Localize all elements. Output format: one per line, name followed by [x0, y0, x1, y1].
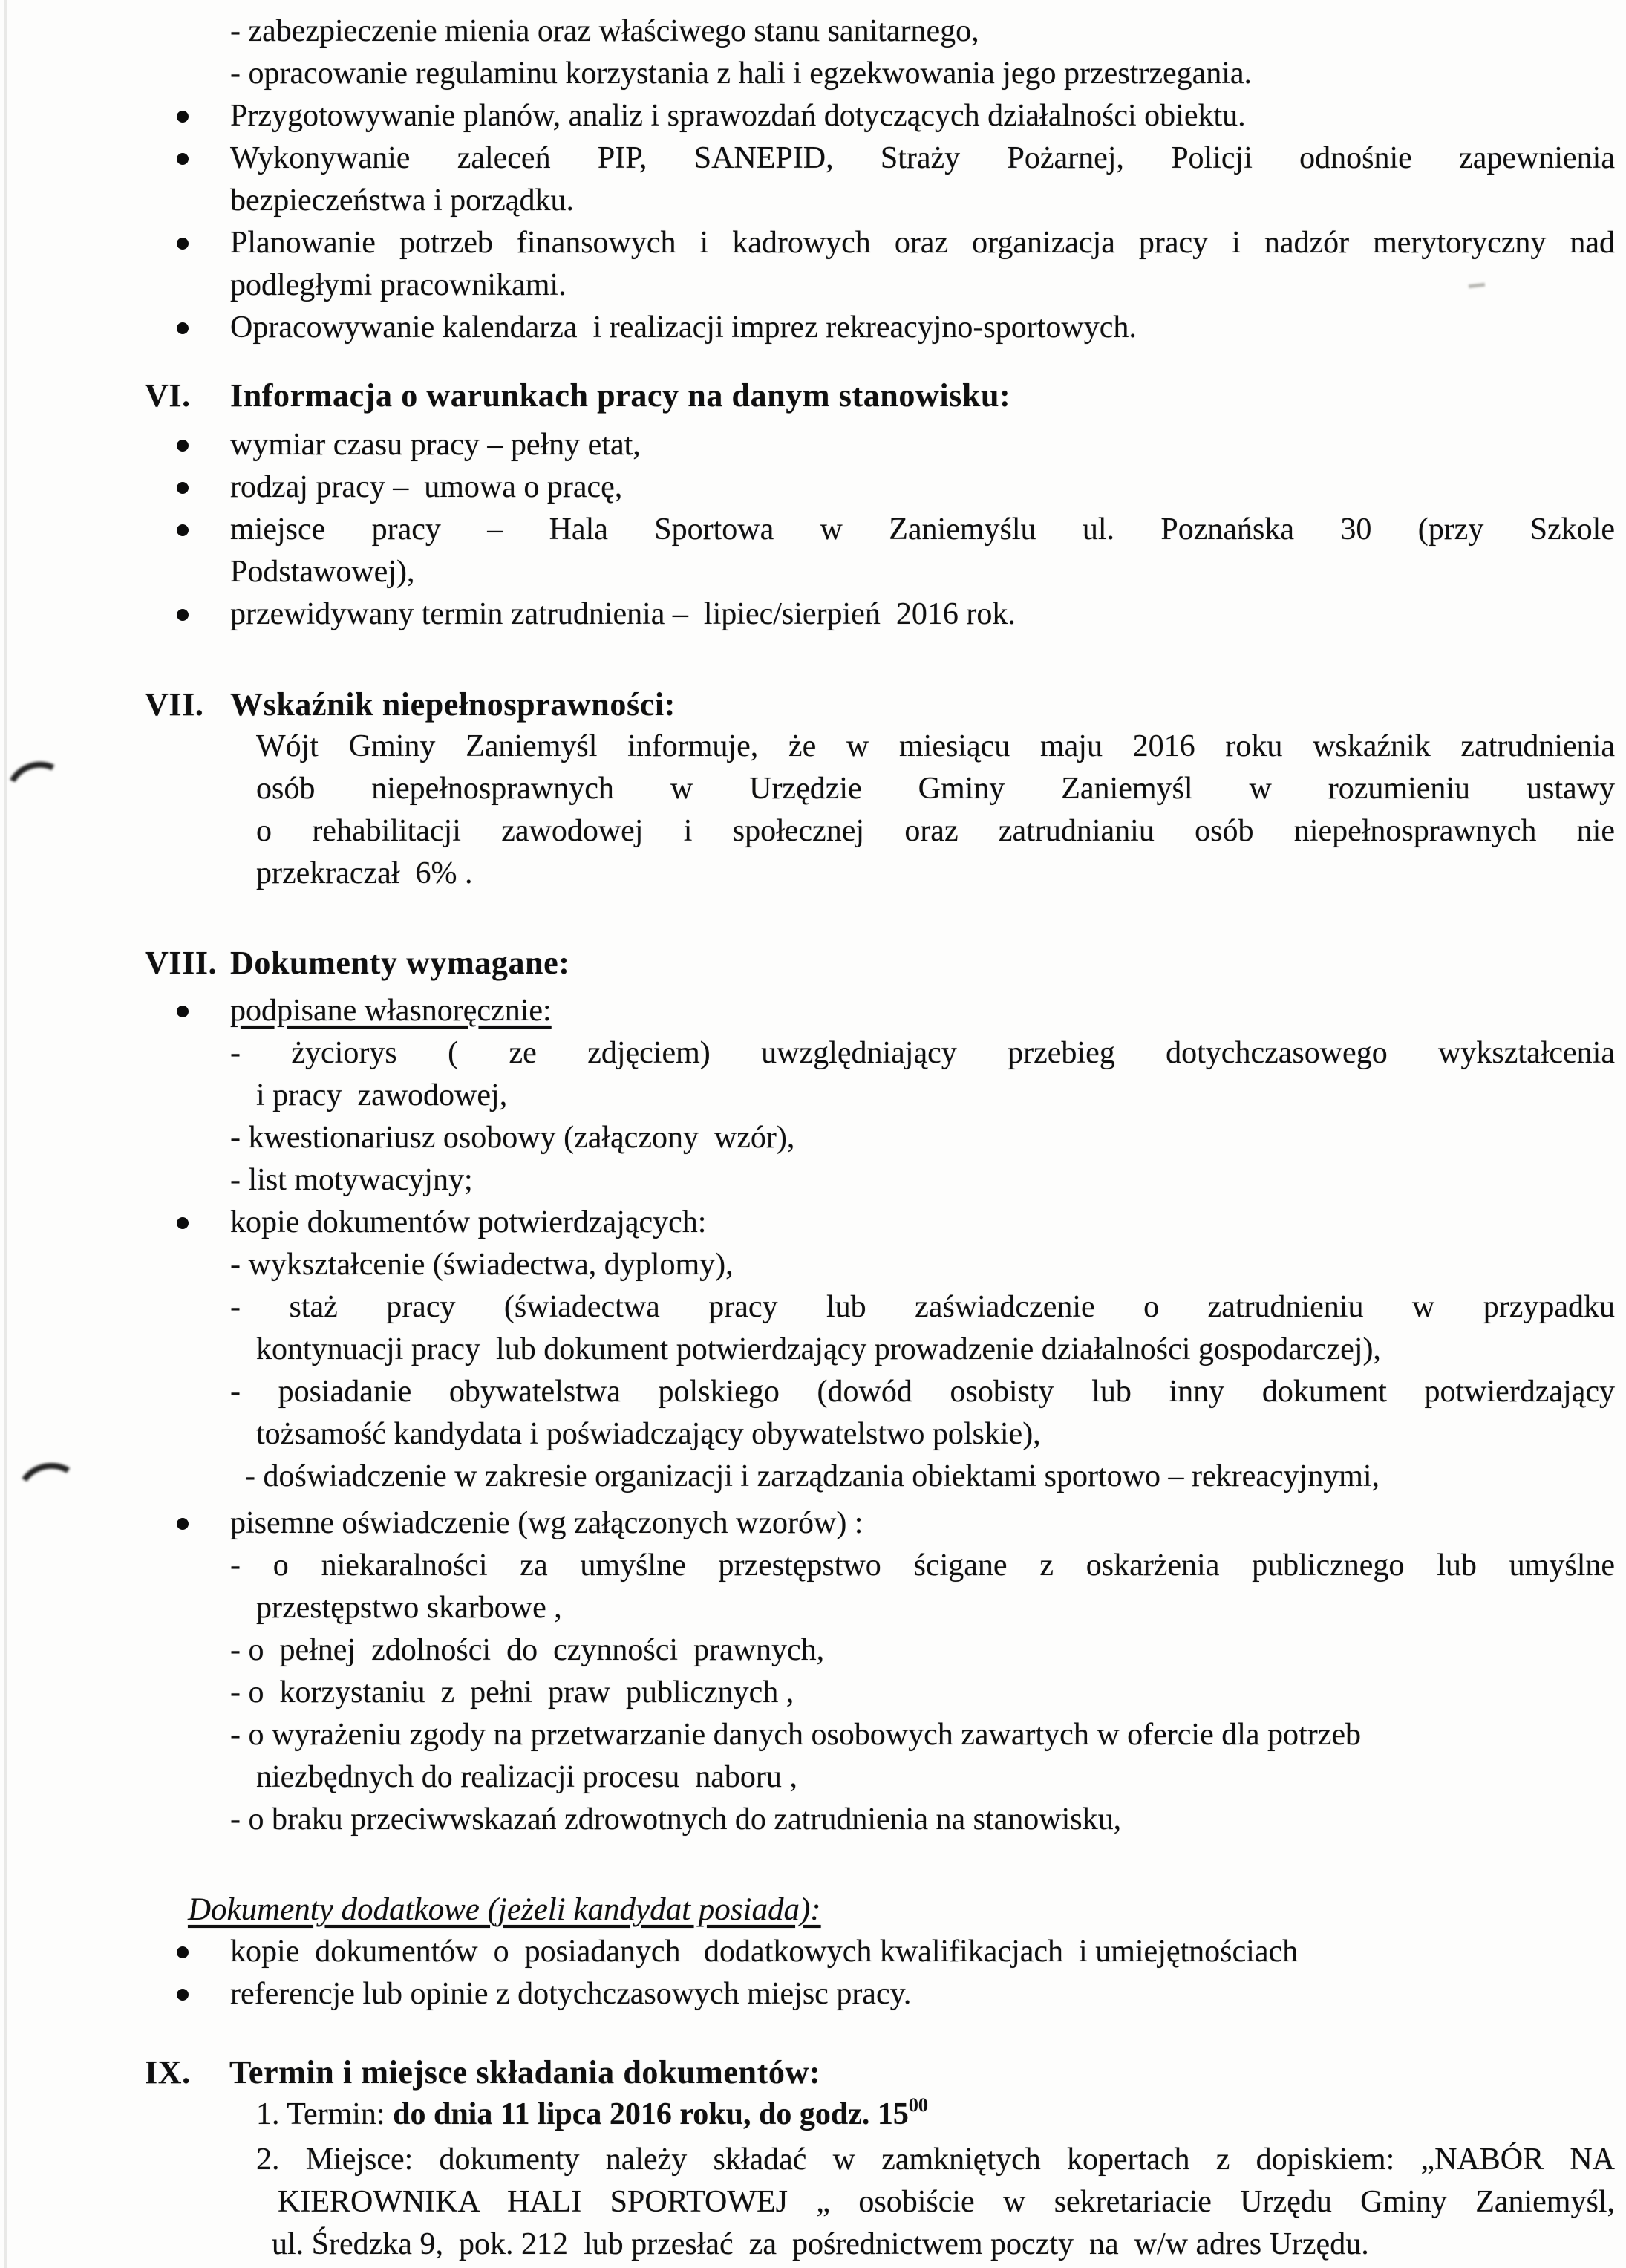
bullet-item — [230, 222, 1615, 307]
numbered-item-place-continuation: KIEROWNIKA HALI SPORTOWEJ „ osobiście w sekretariacie Urzędu Gminy Zaniemyśl, — [278, 2185, 1615, 2219]
bullet-item — [230, 1931, 1615, 1973]
section-title: Informacja o warunkach pracy na danym stanowisku: — [230, 377, 1011, 414]
underlined-label: Dokumenty dodatkowe (jeżeli kandydat posiada): — [188, 1892, 821, 1927]
bullet-item — [230, 466, 1615, 509]
additional-docs-heading — [188, 1889, 1615, 1931]
text-line: Podstawowej), — [230, 555, 415, 589]
bullet-item — [230, 95, 1615, 137]
section-numeral: VIII. — [145, 945, 218, 981]
numbered-item-place-continuation: ul. Średzka 9, pok. 212 lub przesłać za pośrednictwem poczty na w/w adres Urzędu. — [272, 2227, 1369, 2261]
dash-item-continuation: i pracy zawodowej, — [256, 1078, 508, 1112]
bullet-dot-icon — [177, 322, 189, 334]
dash-item: - kwestionariusz osobowy (załączony wzór), — [230, 1121, 795, 1155]
text-line: przewidywany termin zatrudnienia – lipiec/sierpień 2016 rok. — [230, 597, 1016, 631]
text-line: podległymi pracownikami. — [230, 268, 567, 302]
paragraph-line: Wójt Gminy Zaniemyśl informuje, że w miesiącu maju 2016 roku wskaźnik zatrudnienia — [256, 729, 1615, 763]
dash-item: - posiadanie obywatelstwa polskiego (dowód osobisty lub inny dokument potwierdzający — [230, 1375, 1615, 1409]
dash-item: - o korzystaniu z pełni praw publicznych , — [230, 1675, 794, 1710]
section-numeral: VI. — [145, 377, 191, 414]
scan-artifact-arc-bottom — [10, 1456, 91, 1533]
bullet-dot-icon — [177, 238, 189, 250]
deadline-hour-superscript: 00 — [908, 2094, 928, 2116]
dash-item: - życiorys ( ze zdjęciem) uwzględniający przebieg dotychczasowego wykształcenia — [230, 1036, 1615, 1070]
paragraph — [0, 726, 1615, 895]
text-line: kopie dokumentów o posiadanych dodatkowych kwalifikacjach i umiejętnościach — [230, 1935, 1299, 1969]
dash-item-continuation: tożsamość kandydata i poświadczający obywatelstwo polskie), — [256, 1417, 1041, 1451]
section-viii-heading — [145, 942, 1615, 984]
bullet-item — [230, 509, 1615, 593]
text-line: Planowanie potrzeb finansowych i kadrowych oraz organizacja pracy i nadzór merytoryczny nad — [230, 226, 1615, 260]
dash-item: - o braku przeciwwskazań zdrowotnych do zatrudnienia na stanowisku, — [230, 1802, 1122, 1837]
bullet-dot-icon — [177, 440, 189, 452]
text-line: Wykonywanie zaleceń PIP, SANEPID, Straży Pożarnej, Policji odnośnie zapewnienia — [230, 141, 1615, 175]
bullet-item — [230, 1973, 1615, 2016]
bullet-dot-icon — [177, 1518, 189, 1530]
text-line: miejsce pracy – Hala Sportowa w Zaniemyślu ul. Poznańska 30 (przy Szkole — [230, 512, 1615, 547]
dash-item: - o wyrażeniu zgody na przetwarzanie danych osobowych zawartych w ofercie dla potrzeb — [230, 1718, 1361, 1752]
section-numeral: IX. — [145, 2054, 191, 2091]
bullet-dot-icon — [177, 609, 189, 621]
bullet-dot-icon — [177, 1946, 189, 1958]
bullet-dot-icon — [177, 482, 189, 494]
paragraph-line: przekraczał 6% . — [256, 856, 473, 890]
bullet-item — [230, 137, 1615, 222]
bullet-item — [230, 990, 1615, 1032]
bullet-dot-icon — [177, 524, 189, 536]
numbered-item-place: 2. Miejsce: dokumenty należy składać w zamkniętych kopertach z dopiskiem: „NABÓR NA — [256, 2142, 1615, 2177]
dash-item: - o pełnej zdolności do czynności prawnych, — [230, 1633, 825, 1667]
dash-item: - doświadczenie w zakresie organizacji i zarządzania obiektami sportowo – rekreacyjnymi, — [245, 1459, 1380, 1493]
bullet-dot-icon — [177, 1217, 189, 1229]
bullet-item — [230, 593, 1615, 636]
bullet-item — [230, 1502, 1615, 1545]
dash-item: - staż pracy (świadectwa pracy lub zaświadczenie o zatrudnieniu w przypadku — [230, 1290, 1615, 1324]
paragraph-line: osób niepełnosprawnych w Urzędzie Gminy Zaniemyśl w rozumieniu ustawy — [256, 772, 1615, 806]
dash-item: - zabezpieczenie mienia oraz właściwego stanu sanitarnego, — [230, 14, 979, 48]
section-vii-heading — [145, 683, 1615, 726]
section-ix-heading — [145, 2051, 1615, 2093]
text-line: referencje lub opinie z dotychczasowych miejsc pracy. — [230, 1977, 912, 2011]
text-line: kopie dokumentów potwierdzających: — [230, 1205, 707, 1239]
text-line: Opracowywanie kalendarza i realizacji imprez rekreacyjno-sportowych. — [230, 310, 1137, 345]
text-line: rodzaj pracy – umowa o pracę, — [230, 470, 623, 504]
bullet-item — [230, 307, 1615, 349]
section-title: Termin i miejsce składania dokumentów: — [229, 2054, 821, 2091]
text-line: bezpieczeństwa i porządku. — [230, 183, 574, 218]
bullet-item — [230, 1202, 1615, 1244]
section-vi-heading — [145, 374, 1615, 417]
dash-item-continuation: niezbędnych do realizacji procesu naboru , — [256, 1760, 797, 1794]
bullet-dot-icon — [177, 153, 189, 165]
text-line: Przygotowywanie planów, analiz i sprawozdań dotyczących działalności obiektu. — [230, 99, 1246, 133]
dash-item-continuation: przestępstwo skarbowe , — [256, 1591, 562, 1625]
dash-item: - wykształcenie (świadectwa, dyplomy), — [230, 1248, 734, 1282]
bullet-item — [230, 424, 1615, 466]
section-title: Dokumenty wymagane: — [230, 945, 570, 981]
section-title: Wskaźnik niepełnosprawności: — [230, 686, 676, 723]
deadline-label: 1. Termin: — [256, 2097, 394, 2131]
underlined-label: podpisane własnoręcznie: — [230, 994, 552, 1028]
text-line: wymiar czasu pracy – pełny etat, — [230, 428, 641, 462]
text-line: pisemne oświadczenie (wg załączonych wzorów) : — [230, 1506, 863, 1540]
dash-item: - o niekaralności za umyślne przestępstwo ścigane z oskarżenia publicznego lub umyślne — [230, 1548, 1615, 1583]
bullet-dot-icon — [177, 1006, 189, 1017]
paragraph-line: o rehabilitacji zawodowej i społecznej oraz zatrudnianiu osób niepełnosprawnych nie — [256, 814, 1615, 848]
section-numeral: VII. — [145, 686, 204, 723]
deadline-value: do dnia 11 lipca 2016 roku, do godz. 15 — [393, 2097, 909, 2131]
dash-item-continuation: kontynuacji pracy lub dokument potwierdzający prowadzenie działalności gospodarczej), — [256, 1332, 1381, 1366]
bullet-dot-icon — [177, 111, 189, 123]
dash-item: - opracowanie regulaminu korzystania z hali i egzekwowania jego przestrzegania. — [230, 56, 1253, 91]
bullet-dot-icon — [177, 1989, 189, 2001]
numbered-item-deadline — [256, 2093, 1615, 2139]
dash-item: - list motywacyjny; — [230, 1163, 473, 1197]
